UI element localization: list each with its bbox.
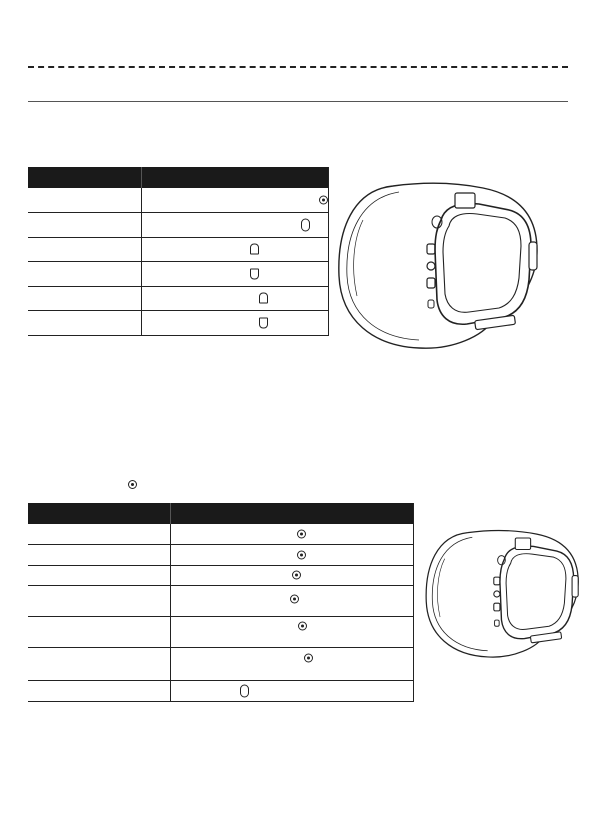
power-dot-icon (304, 653, 313, 662)
standalone-power-icon (128, 476, 137, 494)
row-operation (171, 617, 414, 648)
table-row (28, 617, 414, 648)
row-function (28, 213, 142, 238)
power-dot-icon (298, 622, 307, 631)
controls-table-1 (28, 167, 329, 336)
volume-down-icon (250, 268, 259, 279)
controls-table-2 (28, 503, 414, 702)
header-function (28, 503, 171, 524)
table-row (28, 286, 329, 311)
power-dot-icon (128, 480, 137, 489)
table-header-row (28, 503, 414, 524)
table-row (28, 545, 414, 566)
power-dot-icon (319, 196, 328, 205)
row-function (28, 286, 142, 311)
row-function (28, 311, 142, 336)
table-row (28, 188, 329, 213)
table-header-row (28, 167, 329, 188)
row-operation (142, 286, 329, 311)
row-function (28, 681, 171, 702)
table-row (28, 648, 414, 681)
header-operation (171, 503, 414, 524)
table-row (28, 565, 414, 586)
row-operation (171, 565, 414, 586)
table-row (28, 311, 329, 336)
row-function (28, 262, 142, 287)
row-operation (171, 648, 414, 681)
volume-up-icon (250, 244, 259, 255)
row-function (28, 237, 142, 262)
power-dot-icon (290, 594, 299, 603)
row-operation (171, 545, 414, 566)
row-operation (142, 213, 329, 238)
power-dot-icon (297, 530, 306, 539)
table-row (28, 237, 329, 262)
oval-button-icon (301, 218, 310, 231)
row-function (28, 545, 171, 566)
dashed-divider (28, 66, 568, 68)
row-operation (171, 586, 414, 617)
section-rule (28, 101, 568, 102)
header-operation (142, 167, 329, 188)
row-operation (171, 524, 414, 545)
table-row (28, 262, 329, 287)
oval-button-icon (240, 684, 249, 697)
row-operation (142, 237, 329, 262)
row-function (28, 524, 171, 545)
header-function (28, 167, 142, 188)
row-function (28, 586, 171, 617)
table-row (28, 681, 414, 702)
row-operation (171, 681, 414, 702)
row-function (28, 617, 171, 648)
volume-down-icon (259, 317, 268, 328)
row-operation (142, 262, 329, 287)
row-operation (142, 311, 329, 336)
row-function (28, 188, 142, 213)
table-row (28, 586, 414, 617)
table-row (28, 524, 414, 545)
row-function (28, 565, 171, 586)
volume-up-icon (259, 293, 268, 304)
power-dot-icon (292, 571, 301, 580)
row-operation (142, 188, 329, 213)
power-dot-icon (297, 550, 306, 559)
table-row (28, 213, 329, 238)
row-function (28, 648, 171, 681)
headphone-earcup-illustration (421, 528, 585, 660)
headphone-earcup-illustration (333, 180, 545, 352)
